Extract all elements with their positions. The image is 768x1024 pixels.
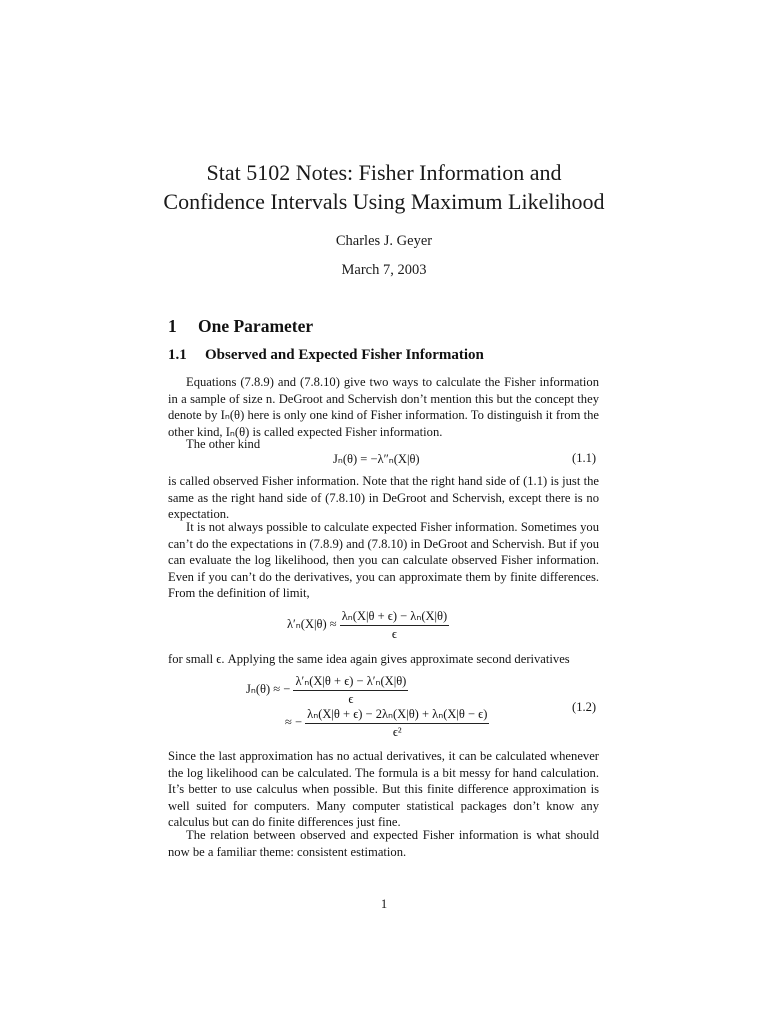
section-number: 1 [168,316,177,336]
fraction-bar [293,690,408,691]
subsection-number: 1.1 [168,347,187,363]
fraction-bar [305,723,489,724]
eq2-numerator-1: λ′ₙ(X|θ + ϵ) − λ′ₙ(X|θ) [295,674,407,688]
eq2-numerator-2: λₙ(X|θ + ϵ) − 2λₙ(X|θ) + λₙ(X|θ − ϵ) [307,707,488,721]
subsection-heading [168,347,484,364]
section-title: One Parameter [198,316,314,336]
paragraph-1: Equations (7.8.9) and (7.8.10) give two ways to calculate the Fisher information in a sample of size n. DeGroot and Schervish don’t mention this but the concept they denote by Iₙ(θ) here is only one kind of Fisher information. To distinguish it from the other kind, Iₙ(θ) is called expected Fisher information. [168,375,599,439]
fd-numerator: λₙ(X|θ + ϵ) − λₙ(X|θ) [341,609,448,623]
equation-1-2-row-2 [285,706,489,740]
paragraph-6: Since the last approximation has no actual derivatives, it can be calculated whenever the log likelihood can be calculated. The formula is a bit messy for hand calculation. It’s better to use calculus when possible. But this finite difference approximation is well suited for computers. Many computer statistical packages don’t know any calculus but can do finite differences just fine. [168,749,599,829]
fd-lhs: λ′ₙ(X|θ) ≈ [287,616,337,631]
page-number: 1 [380,897,388,911]
equation-1-2-number: (1.2) [572,700,597,714]
equation-1-1-number: (1.1) [572,451,597,465]
section-heading [168,316,313,337]
fraction-bar [340,625,449,626]
fd-denominator: ϵ [391,627,397,641]
equation-finite-difference [287,608,449,642]
eq2-denominator-2: ϵ² [392,725,402,739]
paragraph-2-lead: The other kind [186,437,261,451]
paragraph-4: It is not always possible to calculate expected Fisher information. Sometimes you can’t do the expectations in (7.8.9) and (7.8.10) in DeGroot and Schervish. But if you can evaluate the log likelihood, then you can calculate observed Fisher information. Even if you can’t do the derivatives, you can approximate them by finite differences. From the definition of limit, [168,520,600,600]
paragraph-5: for small ϵ. Applying the same idea again gives approximate second derivatives [168,652,570,666]
paragraph-7: The relation between observed and expected Fisher information is what should now be a familiar theme: consistent estimation. [168,828,599,859]
paragraph-3: is called observed Fisher information. Note that the right hand side of (1.1) is just the same as the right hand side of (7.8.10) in DeGroot and Schervish, except there is no expectation. [168,474,599,521]
subsection-title: Observed and Expected Fisher Information [205,347,484,363]
eq2-fraction-2 [305,706,489,740]
title-line-2: Confidence Intervals Using Maximum Likelihood [163,189,605,214]
eq2-fraction-1 [293,673,408,707]
equation-1-2-row-1 [246,673,408,707]
eq2-lhs: Jₙ(θ) ≈ − [246,681,291,696]
document-title [100,158,668,216]
equation-1-1: Jₙ(θ) = −λ″ₙ(X|θ) [333,452,420,466]
date: March 7, 2003 [341,262,427,278]
author: Charles J. Geyer [335,233,433,249]
eq2-denominator-1: ϵ [348,692,354,706]
title-line-1: Stat 5102 Notes: Fisher Information and [206,160,562,185]
fd-fraction [340,608,449,642]
eq2-rel-2: ≈ − [285,714,303,729]
